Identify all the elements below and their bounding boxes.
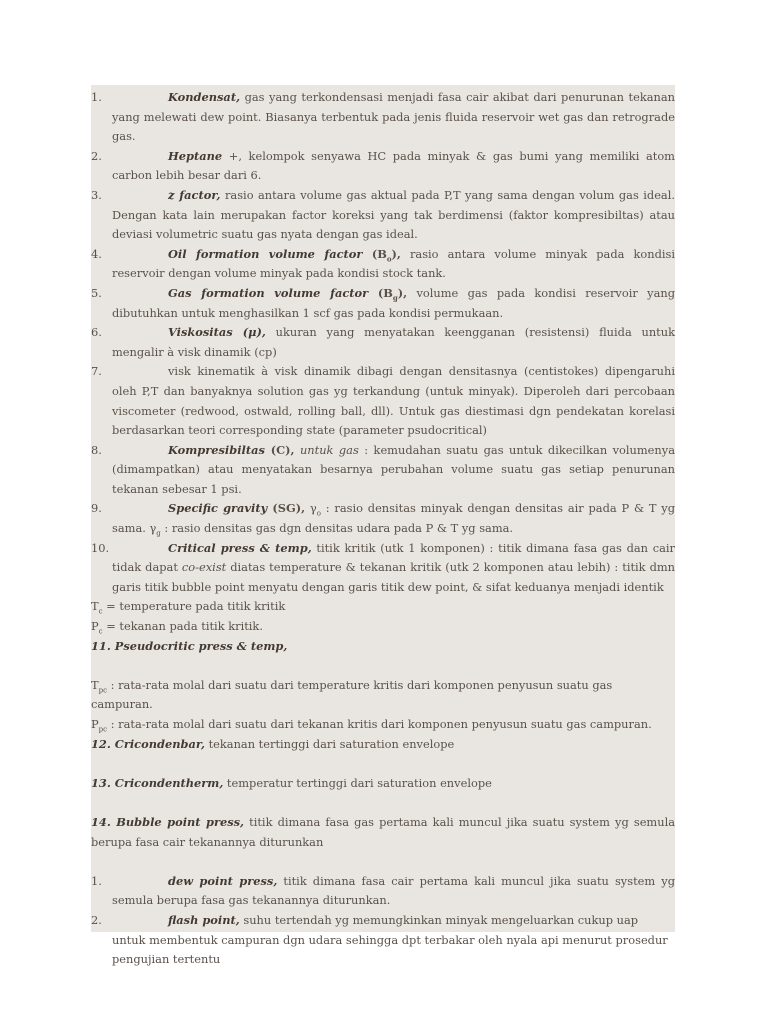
heading-text: tekanan tertinggi dari saturation envelope bbox=[204, 736, 455, 751]
list-item bbox=[91, 872, 675, 911]
item-term: Kondensat, bbox=[168, 90, 241, 104]
definition-ppc bbox=[91, 715, 675, 735]
item-term-subscript: g bbox=[392, 293, 398, 303]
definition-text: = temperature pada titik kritik bbox=[102, 599, 286, 614]
blank-line bbox=[91, 852, 675, 872]
item-number: 1. bbox=[91, 873, 102, 888]
item-text: gas yang terkondensasi menjadi fasa cair akibat dari penurunan tekanan yang melewati dew point. Biasanya terbentuk pada jenis fluida reservoir wet gas dan retrograde gas. bbox=[112, 90, 675, 144]
list-item bbox=[91, 499, 675, 538]
list-item bbox=[91, 539, 675, 598]
list-item bbox=[91, 441, 675, 500]
item-text: rasio antara volume gas aktual pada P,T yang sama dengan volum gas ideal. Dengan kata lain merupakan factor koreksi yang tak berdimensi (faktor kompresibiltas) atau deviasi volumetric suatu gas nyata dengan gas ideal. bbox=[112, 187, 675, 242]
document-body bbox=[91, 88, 675, 970]
item-text: rasio antara volume minyak pada kondisi reservoir dengan volume minyak pada kondisi stock tank. bbox=[112, 246, 676, 281]
blank-line bbox=[91, 656, 675, 676]
symbol-subscript: c bbox=[98, 627, 103, 636]
definition-text: = tekanan pada titik kritik. bbox=[102, 619, 263, 634]
symbol: T bbox=[91, 677, 99, 692]
item-text: ukuran yang menyatakan keengganan (resistensi) fluida untuk mengalir à visk dinamik (cp) bbox=[112, 325, 675, 359]
heading-12 bbox=[91, 735, 675, 755]
item-text: : kemudahan suatu gas untuk dikecilkan volumenya (dimampatkan) atau menyatakan besarnya perubahan volume suatu gas setiap penurunan tekanan sebesar 1 psi. bbox=[112, 442, 675, 496]
item-text-2: : rasio densitas minyak dengan densitas air pada P & T yg sama. γ bbox=[112, 501, 676, 536]
list-item bbox=[91, 245, 675, 284]
definition-tc bbox=[91, 597, 675, 617]
heading-label: 13. Cricondentherm, bbox=[91, 775, 224, 790]
heading-text: temperatur tertinggi dari saturation envelope bbox=[223, 775, 492, 790]
symbol-subscript: pc bbox=[98, 725, 108, 734]
item-number: 9. bbox=[91, 501, 102, 516]
item-term-symbol: (B bbox=[368, 285, 393, 300]
item-term: Kompresibiltas bbox=[168, 442, 265, 457]
item-number: 2. bbox=[91, 148, 102, 163]
heading-14 bbox=[91, 813, 675, 852]
item-term: Oil formation volume factor bbox=[168, 246, 363, 261]
item-text: volume gas pada kondisi reservoir yang dibutuhkan untuk menghasilkan 1 scf gas pada kondisi permukaan. bbox=[112, 285, 675, 320]
item-text: +, kelompok senyawa HC pada minyak & gas bumi yang memiliki atom carbon lebih besar dari 6. bbox=[112, 148, 675, 183]
item-text: visk kinematik à visk dinamik dibagi dengan densitasnya (centistokes) dipengaruhi oleh P,T dan banyaknya solution gas yg terkandung (untuk minyak). Diperoleh dari percobaan viscometer (redwood, ostwald, rolling ball, dll). Untuk gas diestimasi dgn pendekatan korelasi berdasarkan teori corresponding state (parameter psudocritical) bbox=[112, 364, 675, 438]
item-subscript: o bbox=[316, 509, 321, 518]
symbol-subscript: c bbox=[98, 607, 103, 616]
item-text: titik kritik (utk 1 komponen) : titik dimana fasa gas dan cair tidak dapat bbox=[112, 540, 675, 575]
list-item bbox=[91, 147, 675, 186]
item-number: 1. bbox=[91, 90, 102, 104]
symbol: T bbox=[91, 599, 99, 614]
item-number: 7. bbox=[91, 364, 102, 379]
definition-text: : rata-rata molal dari suatu dari temperature kritis dari komponen penyusun suatu gas campuran. bbox=[91, 677, 613, 712]
heading-label: 14. Bubble point press, bbox=[91, 814, 245, 829]
item-italic-note: co-exist bbox=[181, 560, 227, 575]
item-text: suhu tertendah yg memungkinkan minyak mengeluarkan cukup uap untuk membentuk campuran dgn udara sehingga dpt terbakar oleh nyala api menurut prosedur pengujian tertentu bbox=[112, 912, 668, 967]
list-item bbox=[91, 911, 675, 970]
blank-line bbox=[91, 793, 675, 813]
item-term: Gas formation volume factor bbox=[168, 285, 369, 300]
symbol: P bbox=[91, 717, 99, 731]
definition-tpc bbox=[91, 676, 675, 715]
list-item bbox=[91, 186, 675, 245]
item-term: flash point, bbox=[168, 912, 240, 927]
item-term: Heptane bbox=[168, 148, 223, 163]
blank-line bbox=[91, 754, 675, 774]
item-number: 8. bbox=[91, 442, 102, 457]
item-term-symbol: (B bbox=[362, 246, 387, 261]
item-subscript-2: g bbox=[156, 529, 161, 538]
item-text: γ bbox=[305, 501, 317, 516]
item-term: z factor, bbox=[168, 187, 221, 202]
heading-11: 11. Pseudocritic press & temp, bbox=[91, 638, 288, 653]
item-number: 4. bbox=[91, 246, 102, 261]
list-item bbox=[91, 88, 675, 147]
item-term-symbol: (C), bbox=[264, 442, 295, 457]
heading-13 bbox=[91, 774, 675, 794]
heading-text: titik dimana fasa gas pertama kali muncul jika suatu system yg semula berupa fasa cair tekanannya diturunkan bbox=[91, 814, 676, 849]
symbol-subscript: pc bbox=[98, 686, 108, 695]
item-number: 10. bbox=[91, 540, 110, 555]
heading-label: 12. Cricondenbar, bbox=[91, 736, 205, 751]
list-item bbox=[91, 284, 675, 323]
item-term-end: ), bbox=[391, 246, 401, 261]
item-text-2: diatas temperature & tekanan kritik (utk 2 komponen atau lebih) : titik dmn garis titik bubble point menyatu dengan garis titik dew point, & sifat keduanya menjadi identik bbox=[112, 560, 675, 594]
item-term: dew point press, bbox=[168, 873, 278, 888]
item-term: Viskositas (μ), bbox=[168, 325, 266, 340]
item-number: 5. bbox=[91, 285, 102, 300]
item-term-symbol: (SG), bbox=[267, 501, 306, 516]
item-number: 2. bbox=[91, 912, 102, 927]
item-term-end: ), bbox=[397, 285, 408, 300]
item-number: 3. bbox=[91, 187, 102, 202]
item-number: 6. bbox=[91, 325, 102, 340]
definition-text: : rata-rata molal dari suatu dari tekanan kritis dari komponen penyusun suatu gas campuran. bbox=[107, 717, 652, 731]
definition-pc bbox=[91, 617, 675, 637]
item-text-3: : rasio densitas gas dgn densitas udara pada P & T yg sama. bbox=[160, 521, 514, 536]
item-term: Specific gravity bbox=[168, 501, 268, 516]
item-term-subscript: o bbox=[386, 254, 392, 264]
item-text: titik dimana fasa cair pertama kali muncul jika suatu system yg semula berupa fasa gas tekanannya diturunkan. bbox=[112, 873, 675, 908]
list-item bbox=[91, 362, 675, 440]
item-italic-note: untuk gas bbox=[294, 442, 359, 457]
symbol: P bbox=[91, 619, 99, 634]
list-item bbox=[91, 323, 675, 362]
item-term: Critical press & temp, bbox=[168, 540, 312, 555]
